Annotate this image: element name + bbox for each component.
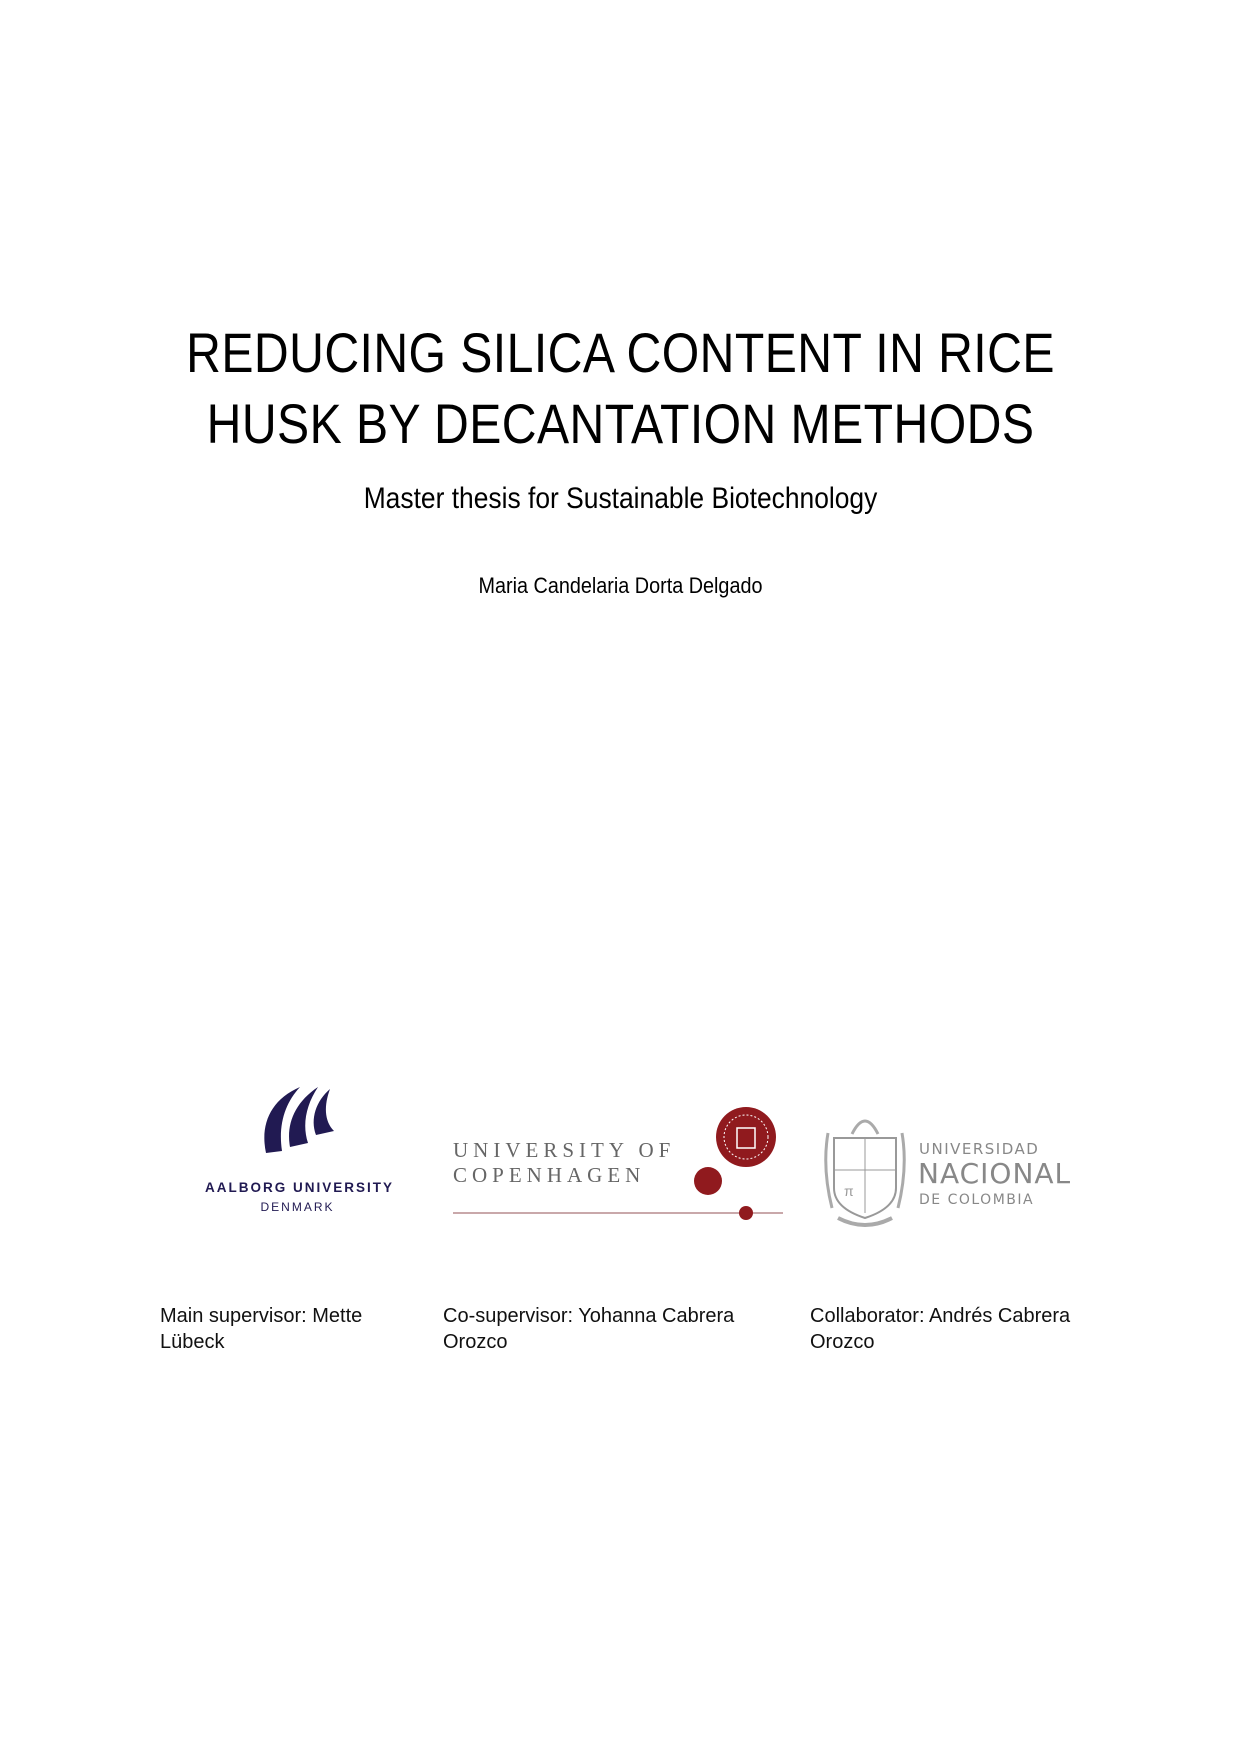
nacional-line-2: NACIONAL bbox=[918, 1157, 1072, 1190]
aalborg-wave-icon bbox=[260, 1085, 335, 1157]
copenhagen-university-logo bbox=[450, 1100, 790, 1225]
copenhagen-line-1: UNIVERSITY OF bbox=[453, 1138, 676, 1162]
author-name: Maria Candelaria Dorta Delgado bbox=[478, 573, 763, 598]
nacional-crest-icon bbox=[822, 1108, 908, 1230]
main-supervisor: Main supervisor: Mette Lübeck bbox=[160, 1305, 363, 1353]
copenhagen-line-2: COPENHAGEN bbox=[453, 1163, 646, 1187]
nacional-line-1: UNIVERSIDAD bbox=[919, 1140, 1040, 1158]
collaborator: Collaborator: Andrés Cabrera Orozco bbox=[810, 1305, 1071, 1353]
aalborg-name: AALBORG UNIVERSITY bbox=[205, 1180, 395, 1195]
title-line-2: HUSK BY DECANTATION METHODS bbox=[206, 392, 1035, 455]
nacional-line-3: DE COLOMBIA bbox=[919, 1192, 1035, 1208]
copenhagen-seal-icon bbox=[450, 1100, 790, 1225]
title-line-1: REDUCING SILICA CONTENT IN RICE bbox=[186, 321, 1055, 384]
co-supervisor: Co-supervisor: Yohanna Cabrera Orozco bbox=[443, 1305, 735, 1353]
universidad-nacional-logo bbox=[822, 1108, 1082, 1233]
svg-text:π: π bbox=[844, 1183, 854, 1199]
aalborg-country: DENMARK bbox=[260, 1200, 335, 1214]
subtitle: Master thesis for Sustainable Biotechnology bbox=[363, 482, 878, 515]
aalborg-university-logo bbox=[200, 1085, 395, 1215]
